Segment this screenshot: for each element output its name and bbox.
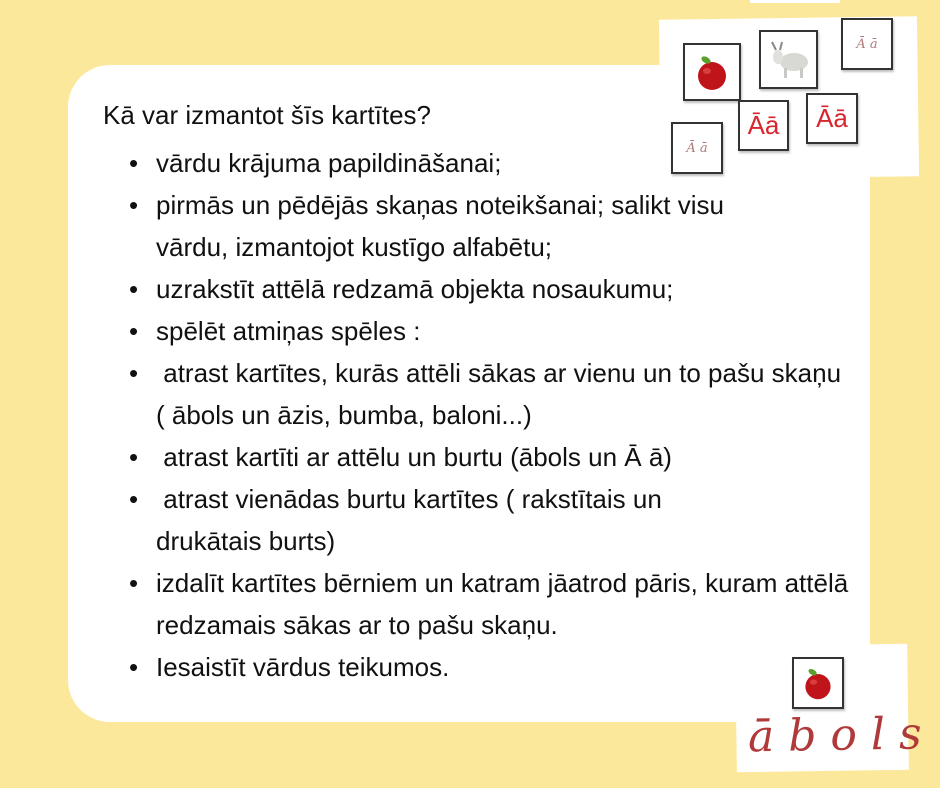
list-item: • vārdu krājuma papildināšanai; bbox=[129, 148, 502, 178]
apple-icon bbox=[800, 665, 836, 701]
list-item: • pirmās un pēdējās skaņas noteikšanai; salikt visu vārdu, izmantojot kustīgo alfabētu; bbox=[129, 190, 732, 262]
list-item: • atrast kartītes, kurās attēli sākas ar vienu un to pašu skaņu ( ābols un āzis, bumba, baloni...) bbox=[129, 358, 849, 430]
list-item: • Iesaistīt vārdus teikumos. bbox=[129, 652, 450, 682]
script-letter-card: Ā ā bbox=[671, 122, 723, 174]
photo-edge bbox=[750, 0, 840, 3]
list-item: • uzrakstīt attēlā redzamā objekta nosaukumu; bbox=[129, 274, 674, 304]
apple-card bbox=[792, 657, 844, 709]
goat-icon bbox=[766, 40, 812, 80]
list-item: • spēlēt atmiņas spēles : bbox=[129, 316, 421, 346]
print-letter-card: Āā bbox=[738, 100, 789, 151]
list-item: • izdalīt kartītes bērniem un katram jāatrod pāris, kuram attēlā redzamais sākas ar to pašu skaņu. bbox=[129, 568, 856, 640]
apple-card bbox=[683, 43, 741, 101]
page-title: Kā var izmantot šīs kartītes? bbox=[103, 100, 432, 130]
apple-icon bbox=[692, 52, 732, 92]
script-letter-card: Ā ā bbox=[841, 18, 893, 70]
list-item: • atrast vienādas burtu kartītes ( rakstītais un drukātais burts) bbox=[129, 484, 670, 556]
goat-card bbox=[759, 30, 818, 89]
cursive-word-abols: ābols bbox=[747, 708, 936, 763]
print-letter-card: Āā bbox=[806, 93, 858, 144]
list-item: • atrast kartīti ar attēlu un burtu (ābols un Ā ā) bbox=[129, 442, 672, 472]
usage-list bbox=[100, 142, 856, 688]
